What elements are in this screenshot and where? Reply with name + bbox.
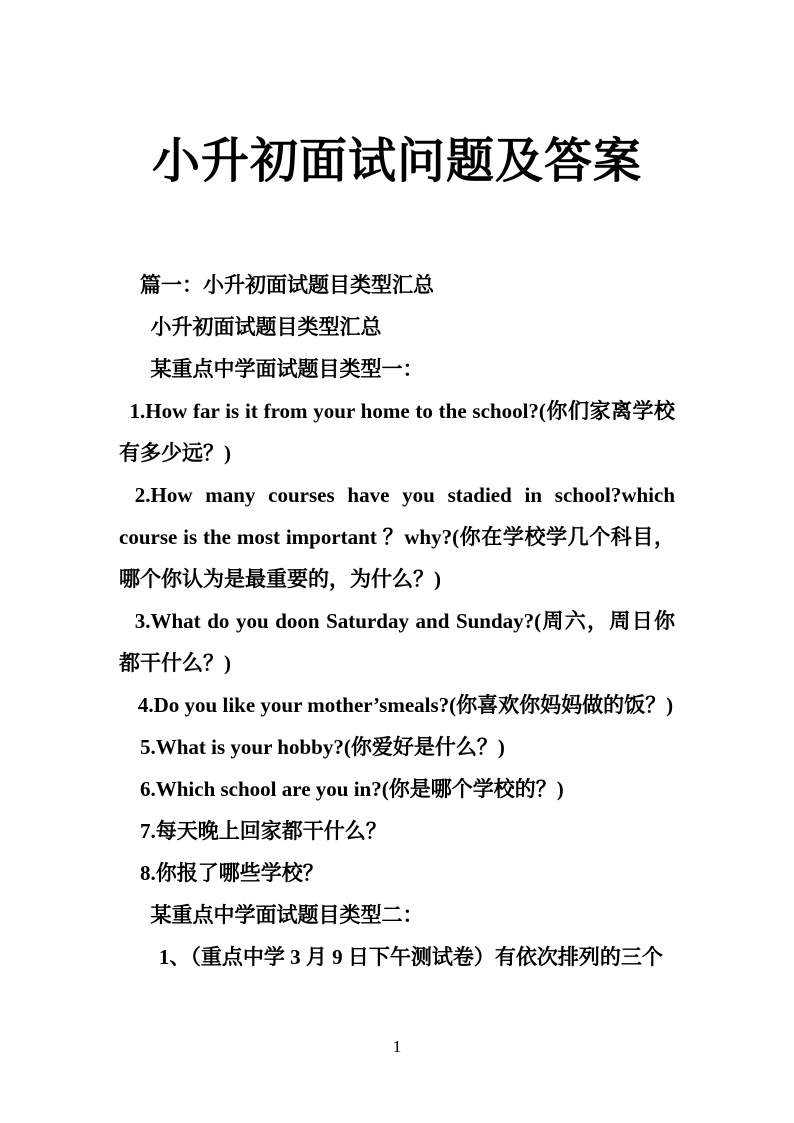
paragraph: 篇一：小升初面试题目类型汇总 [140, 273, 434, 297]
paragraph: 小升初面试题目类型汇总 [150, 315, 382, 339]
paragraph: 8.你报了哪些学校？ [140, 861, 324, 885]
paragraph: 2.How many courses have you stadied in school?which course is the most important ？why?(你在学校学几个科目，哪个你认为是最重要的，为什么？) [119, 483, 675, 591]
paragraph: 6.Which school are you in?(你是哪个学校的？) [140, 777, 564, 801]
page-number: 1 [392, 1037, 402, 1056]
paragraph: 某重点中学面试题目类型二： [150, 903, 424, 927]
paragraph: 某重点中学面试题目类型一： [150, 357, 424, 381]
paragraph: 1.How far is it from your home to the school?(你们家离学校有多少远？) [119, 399, 675, 465]
paragraph: 3.What do you doon Saturday and Sunday?(周六，周日你都干什么？) [119, 609, 675, 675]
document-title: 小升初面试问题及答案 [151, 135, 642, 188]
paragraph: 4.Do you like your mother’smeals?(你喜欢你妈妈做的饭？) [137, 693, 674, 717]
paragraph: 7.每天晚上回家都干什么？ [140, 819, 387, 843]
paragraph: 1、（重点中学 3 月 9 日下午测试卷）有依次排列的三个 [158, 945, 663, 969]
document-body [119, 264, 675, 978]
paragraph: 5.What is your hobby?(你爱好是什么？) [140, 735, 505, 759]
